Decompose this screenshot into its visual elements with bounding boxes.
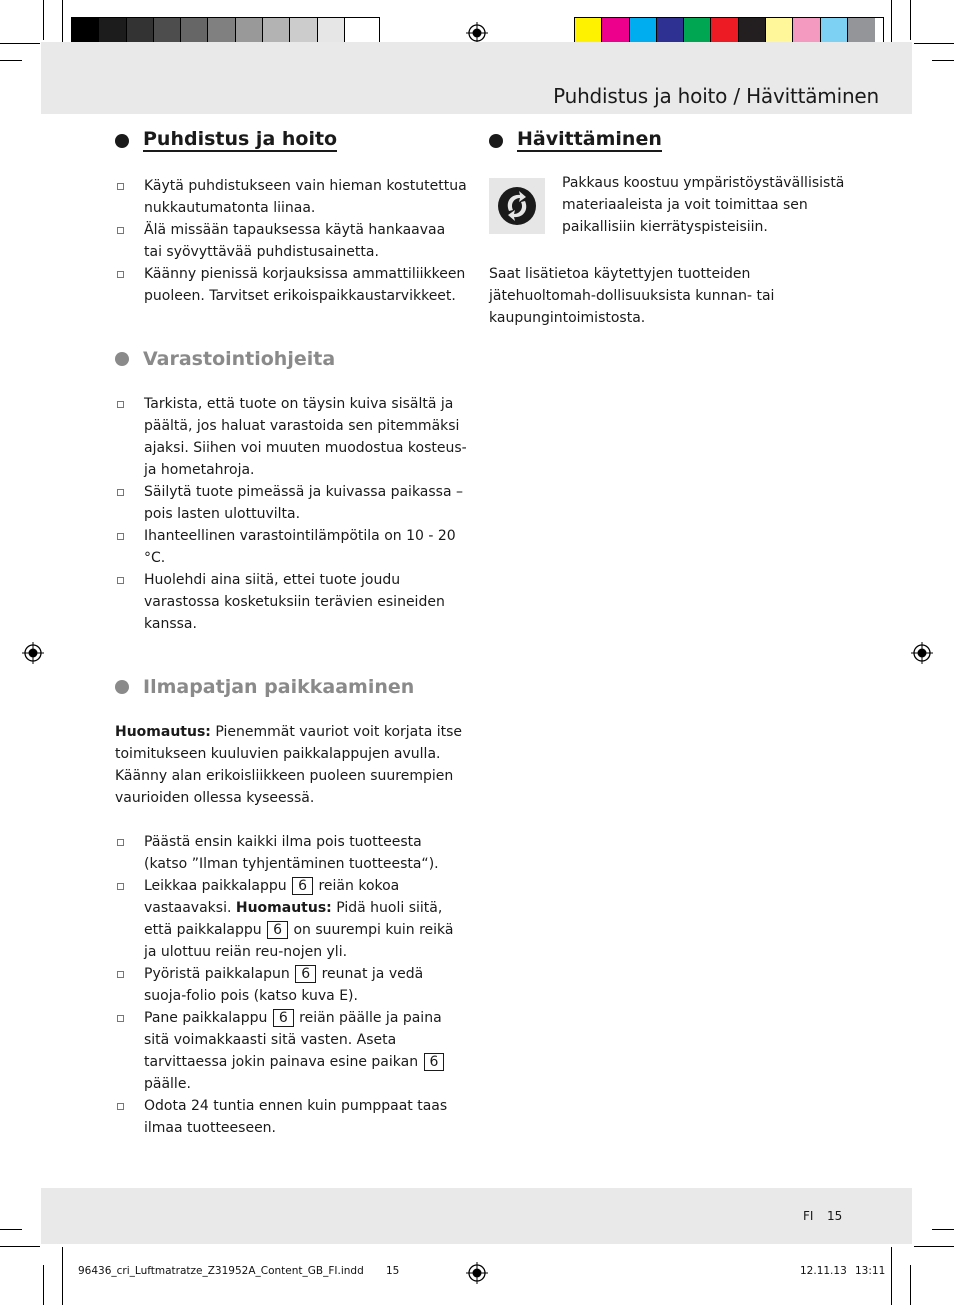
registration-mark-icon <box>22 642 44 664</box>
crop-mark <box>62 1247 63 1305</box>
crop-mark <box>0 60 22 61</box>
footer-band <box>41 1188 912 1244</box>
color-swatch <box>318 18 345 45</box>
slug-filename: 96436_cri_Luftmatratze_Z31952A_Content_GB_FI.indd <box>78 1265 364 1277</box>
color-swatch <box>848 18 875 45</box>
color-swatch <box>154 18 181 45</box>
bullet-dot-icon <box>115 352 129 366</box>
section-title: Hävittäminen <box>517 128 662 150</box>
crop-mark <box>914 1246 954 1247</box>
green-dot-recycling-icon <box>489 178 545 234</box>
crop-mark <box>914 43 954 44</box>
section-heading-disposal <box>489 128 849 154</box>
part-number-badge: 6 <box>424 1053 445 1071</box>
color-swatch <box>657 18 684 45</box>
registration-mark-icon <box>466 1262 488 1284</box>
part-number-badge: 6 <box>295 965 316 983</box>
color-swatch <box>684 18 711 45</box>
bullet-dot-icon <box>489 134 503 148</box>
slug-date: 12.11.13 <box>800 1265 847 1277</box>
color-swatch <box>575 18 602 45</box>
list-item: Huolehdi aina siitä, ettei tuote joudu varastossa kosketuksiin terävien esineiden kanssa. <box>115 569 467 635</box>
color-swatch <box>739 18 766 45</box>
repair-note <box>115 721 467 809</box>
registration-mark-icon <box>466 22 488 44</box>
crop-mark <box>891 1247 892 1305</box>
color-swatch <box>208 18 235 45</box>
bullet-dot-icon <box>115 680 129 694</box>
crop-mark <box>43 1265 44 1305</box>
color-swatch <box>263 18 290 45</box>
color-swatch <box>181 18 208 45</box>
repair-list <box>115 831 467 1139</box>
slug-page: 15 <box>386 1265 400 1277</box>
bullet-dot-icon <box>115 134 129 148</box>
color-swatch <box>711 18 738 45</box>
list-item: Tarkista, että tuote on täysin kuiva sisältä ja päältä, jos haluat varastoida sen pitemmäksi ajaksi. Siihen voi muuten muodostua kosteus- ja hometahroja. <box>115 393 467 481</box>
page-number: 15 <box>827 1209 843 1223</box>
list-item: Pyöristä paikkalapun 6 reunat ja vedä suoja-folio pois (katso kuva E). <box>115 963 467 1007</box>
list-item: Odota 24 tuntia ennen kuin pumppaat taas ilmaa tuotteeseen. <box>115 1095 467 1139</box>
color-swatch <box>345 18 372 45</box>
page-title: Puhdistus ja hoito / Hävittäminen <box>553 84 879 108</box>
part-number-badge: 6 <box>273 1009 294 1027</box>
color-swatch <box>630 18 657 45</box>
packaging-text: Pakkaus koostuu ympäristöystävällisistä materiaaleista ja voit toimittaa sen paikallisiin kierrätyspisteisiin. <box>562 175 845 235</box>
language-code: FI <box>803 1209 814 1223</box>
registration-mark-icon <box>911 642 933 664</box>
storage-list <box>115 393 467 635</box>
section-heading-repair <box>115 674 467 700</box>
right-column <box>489 128 849 329</box>
slug-time: 13:11 <box>855 1265 886 1277</box>
list-item: Päästä ensin kaikki ilma pois tuotteesta (katso ”Ilman tyhjentäminen tuotteesta“). <box>115 831 467 875</box>
note-text: Pienemmät vauriot voit korjata itse toimitukseen kuuluvien paikkalappujen avulla. Käänny alan erikoisliikkeen puoleen suurempien vaurioiden ollessa kyseessä. <box>115 724 463 806</box>
crop-mark <box>910 0 911 40</box>
packaging-block <box>489 175 849 245</box>
section-title: Varastointiohjeita <box>143 348 336 370</box>
color-swatch <box>127 18 154 45</box>
crop-mark <box>0 43 40 44</box>
color-swatch <box>236 18 263 45</box>
note-label: Huomautus: <box>235 900 332 916</box>
crop-mark <box>932 60 954 61</box>
crop-mark <box>43 0 44 40</box>
left-column <box>115 128 467 1139</box>
list-item: Älä missään tapauksessa käytä hankaavaa tai syövyttävää puhdistusainetta. <box>115 219 467 263</box>
section-heading-cleaning <box>115 128 467 154</box>
section-heading-storage <box>115 346 467 372</box>
color-swatch <box>72 18 99 45</box>
color-swatch <box>766 18 793 45</box>
section-title: Puhdistus ja hoito <box>143 128 338 150</box>
crop-mark <box>0 1246 40 1247</box>
list-item: Säilytä tuote pimeässä ja kuivassa paikassa – pois lasten ulottuvilta. <box>115 481 467 525</box>
crop-mark <box>910 1265 911 1305</box>
part-number-badge: 6 <box>267 921 288 939</box>
list-item: Pane paikkalappu 6 reiän päälle ja paina sitä voimakkaasti sitä vasten. Aseta tarvittaessa jokin painava esine paikan 6 päälle. <box>115 1007 467 1095</box>
note-label: Huomautus: <box>115 724 211 740</box>
part-number-badge: 6 <box>292 877 313 895</box>
list-item: Leikkaa paikkalappu 6 reiän kokoa vastaavaksi. Huomautus: Pidä huoli siitä, että paikkalappu 6 on suurempi kuin reikä ja ulottuu reiän reu-nojen yli. <box>115 875 467 963</box>
crop-mark <box>932 1229 954 1230</box>
color-swatch <box>290 18 317 45</box>
section-title: Ilmapatjan paikkaaminen <box>143 676 415 698</box>
crop-mark <box>0 1229 22 1230</box>
cleaning-list <box>115 175 467 307</box>
list-item: Käytä puhdistukseen vain hieman kostutettua nukkautumatonta liinaa. <box>115 175 467 219</box>
color-swatch <box>602 18 629 45</box>
list-item: Ihanteellinen varastointilämpötila on 10 - 20 °C. <box>115 525 467 569</box>
info-text: Saat lisätietoa käytettyjen tuotteiden jätehuoltomah-dollisuuksista kunnan- tai kaupungintoimistosta. <box>489 266 775 326</box>
color-swatch <box>793 18 820 45</box>
color-swatch <box>99 18 126 45</box>
list-item: Käänny pienissä korjauksissa ammattiliikkeen puoleen. Tarvitset erikoispaikkaustarvikkeet. <box>115 263 467 307</box>
color-swatch <box>821 18 848 45</box>
